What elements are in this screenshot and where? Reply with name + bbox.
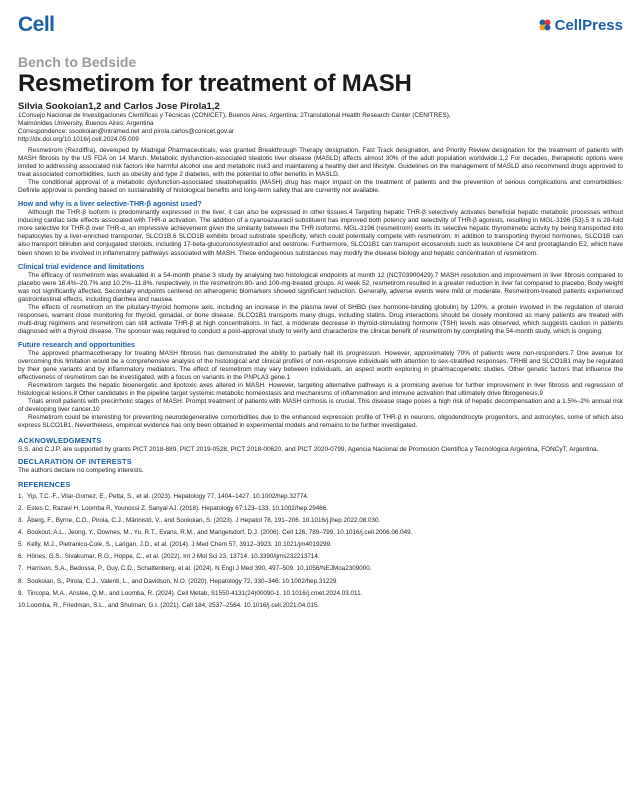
reference-text: Åberg, F., Byrne, C.D., Pirola, C.J., Männistö, V., and Sookoian, S. (2023). J Hepatol 78, 191–206. 10.1016/j.jhep.2022.08.030. (27, 516, 381, 524)
section-paragraph: Resmetirom could be interesting for preventing neurodegenerative comorbidities due to the enhanced expression profile of THR-β in neurons, oligodendrocyte progenitors, and astrocytes, some of which also express SLCO1B1. Nevertheless, empirical evidence has only been obtained in experimental models and remains to be further investigated. (18, 414, 623, 430)
intro-text (18, 147, 623, 195)
reference-item (18, 576, 623, 588)
reference-number: 10. (18, 601, 27, 609)
section-heading: Clinical trial evidence and limitations (18, 261, 145, 271)
reference-item (18, 600, 623, 612)
reference-item (18, 527, 623, 539)
affiliation-line: Maimónides University, Buenos Aires, Argentina (18, 120, 154, 127)
section-paragraph: Trials enroll patients with precirrhotic stages of MASH. Prompt treatment of patients with MASH cirrhosis is crucial. This disease stage poses a high risk of hepatic decompensation and a 1.5%–2% annual risk of developing liver cancer.10 (18, 398, 623, 414)
section-body (18, 209, 623, 257)
reference-number: 5. (18, 541, 24, 549)
reference-item (18, 588, 623, 600)
references-heading: REFERENCES (18, 479, 71, 489)
reference-list (18, 491, 623, 613)
affiliation-line: 1Consejo Nacional de Investigaciones Científicas y Técnicas (CONICET), Buenos Aires, Argentina; 2Translational Health Research Center (CENITRES), (18, 112, 451, 119)
article-kicker: Bench to Bedside (18, 54, 137, 70)
reference-text: Hönes, G.S., Sivakumar, R.G., Hoppe, C., et al. (2022). Int J Mol Sci 23, 13714. 10.3390/ijms232213714. (27, 553, 320, 561)
declaration-heading: DECLARATION OF INTERESTS (18, 457, 132, 467)
correspondence: Correspondence: ssookoian@intramed.net and pirola.carlos@conicet.gov.ar (18, 128, 235, 135)
doi-link[interactable]: http://dx.doi.org/10.1016/j.cell.2024.05.009 (18, 136, 139, 143)
reference-number: 4. (18, 528, 24, 536)
reference-item (18, 563, 623, 575)
article-title: Resmetirom for treatment of MASH (18, 70, 412, 97)
acknowledgments-heading: ACKNOWLEDGMENTS (18, 436, 102, 446)
section-paragraph: The efficacy of resmetirom was evaluated in a 54-month phase 3 study by analysing two histological endpoints at month 12 (NCT03900429).7 MASH resolution and improvement in liver fibrosis compared to placebo were 16.4%–20.7% and 10.2%–11.8%, respectively, in the resmetirom 80- and 100-mg-treated groups. At week 52, resmetirom resulted in a greater reduction in liver fat compared to placebo. Body weight was not significantly affected. Secondary endpoints centered on atherogenic biomarkers showed significant reduction. Generally, adverse events were mild or moderate. Resmetirom-treated patients experienced gastrointestinal effects, including diarrhea and nausea. (18, 271, 623, 303)
section-paragraph: The effects of resmetirom on the pituitary-thyroid hormone axis, including an increase in the plasma level of SHBG (sex hormone-binding globulin) by 120%, a protein involved in the regulation of steroid responses, warrant close monitoring for thyroid, gonadal, or bone disease. SLCO1B1 transports many drugs, including statins. Drug interactions should be closely monitored as many patients are treated with multi-drug regimens and resmetirom can still activate THR-β at high concentrations. In fact, a moderate decrease in thyroid-stimulating hormone (TSH) levels was observed, which suggests caution in patients diagnosed with a thyroid disease. The sponsor was required to conduct a post-approval study to verify and characterize the clinical benefit of resmetirom by completing the 54-month study, which is ongoing. (18, 303, 623, 335)
reference-number: 6. (18, 553, 24, 561)
reference-item (18, 515, 623, 527)
journal-header (18, 0, 623, 42)
declaration-text: The authors declare no competing interests. (18, 467, 144, 475)
section-paragraph: The approved pharmacotherapy for treating MASH fibrosis has demonstrated the ability to partially halt its progression. However, approximately 70% of patients were non-responders.7 One avenue for overcoming this limitation would be a comprehensive analysis of the histological and clinical profiles of non-responsive individuals with attention to sex-stratified responses. TRHB and SLCO1B1 may be regulated by their gene variants and by inflammatory mediators. The effect of resmetirom may vary between individuals, an aspect worth exploring in pharmacogenetic studies. Other genetic factors that influence the effectiveness of resmetirom can be investigated, with a focus on variants in the PNPLA3 gene.1 (18, 349, 623, 382)
section-body (18, 272, 623, 336)
cellpress-wordmark: CellPress (554, 16, 623, 34)
acknowledgments-text: S.S. and C.J.P. are supported by grants PICT 2018-889, PICT 2019-0528, PICT 2018-00620, and PICT 2020-0799, Agencia Nacional de Promoción Científica y Tecnológica Argentina, FONCyT, Argentina. (18, 446, 599, 454)
reference-text: Loomba, R., Friedman, S.L., and Shulman, G.I. (2021). Cell 184, 2537–2564. 10.1016/j.cell.2021.04.015. (27, 601, 320, 609)
reference-number: 3. (18, 516, 24, 524)
reference-text: Kelly, M.J., Pietranico-Cole, S., Larigan, J.D., et al. (2014). J Med Chem 57, 3912–3923. 10.1021/jm4019299. (27, 541, 332, 549)
cellpress-icon (538, 18, 552, 32)
reference-text: Yip, T.C.-F., Vilar-Gomez, E., Petta, S., et al. (2023). Hepatology 77, 1404–1427. 10.1002/hep.32774. (27, 492, 309, 500)
section-heading: How and why is a liver selective-THR-β agonist used? (18, 199, 202, 209)
intro-paragraph: Resmetirom (Rezdiffra), developed by Madrigal Pharmaceuticals, was granted Breakthrough Therapy designation, Fast Track designation, and Priority Review designation for the treatment of patients with MASH fibrosis by the US FDA on 14 March. Metabolic dysfunction-associated steatotic liver disease (MASLD) affects almost 30% of the adult population worldwide.1,2 For decades, therapeutic options were limited to addressing associated risk factors like harmful alcohol use and metabolic risk3 and maintaining a healthy diet and lifestyle. Guidelines on the management of MASLD also recommend drugs approved to treat associated comorbidities, such as obesity and type 2 diabetes, with the potential to offer benefits in MASLD. (18, 147, 623, 179)
reference-text: Estes C, Razavi H, Loomba R, Younossi Z, Sanyal AJ. (2018). Hepatology 67:123–133. 10.1002/hep.29466. (27, 504, 329, 512)
intro-paragraph: The conditional approval of a metabolic dysfunction-associated steatohepatitis (MASH) drug has major impact on the treatment of patients and the prevention of serious complications and comorbidities. Definite approval is pending based on sustainability of histological benefits and long-term safety that are currently not available. (18, 179, 623, 195)
reference-number: 2. (18, 504, 24, 512)
reference-item (18, 539, 623, 551)
reference-number: 9. (18, 589, 24, 597)
reference-text: Sookoian, S., Pirola, C.J., Valenti, L., and Davidson, N.O. (2020). Hepatology 72, 330–346. 10.1002/hep.31229. (27, 577, 339, 585)
reference-item (18, 491, 623, 503)
section-paragraph: Resmetirom targets the hepatic bioenergetic and lipotoxic axes altered in MASH. However, targeting alternative pathways is a promising avenue for further improvement in liver fibrosis and regression of histological lesions.8 Other candidates in the pipeline target systemic metabolic homeostasis and mechanisms of inflammation and immune activation that ultimately drive fibrogenesis.9 (18, 382, 623, 398)
article-authors: Silvia Sookoian1,2 and Carlos Jose Pirola1,2 (18, 101, 220, 112)
reference-number: 1. (18, 492, 24, 500)
reference-item (18, 551, 623, 563)
section-body (18, 350, 623, 430)
reference-number: 7. (18, 565, 24, 573)
reference-text: Harrison, S.A., Bedossa, P., Guy, C.D., Schattenberg, et al. (2024). N Engl J Med 390, 497–509. 10.1056/NEJMoa2309000. (27, 565, 372, 573)
section-paragraph: Although the THR-β isoform is predominantly expressed in the liver, it can also be expressed in other tissues.4 Targeting hepatic THR-β selectively activates beneficial hepatic metabolic processes without inducing cardiac side effects associated with THR-α activation. The addition of a cyanoazauracil substituent has improved both potency and selectivity of THR-β agonists, resulting in MGL-3196 (53).5 It is 28-fold more selective for THR-β over THR-α, an impressive achievement given the similarity between the THR isoforms. MGL-3196 (resmetirom) exerts its selective hepatic thyromimetic activity by being transported into hepatocytes by a liver-enriched transporter, SLCO1B.6 SLCO1B exhibits broad substrate specificity, which could potentially compete with resmetirom. In addition to transporting thyroid hormones, SLCO1B can also transport bilirubin and conjugated steroids, including 17-beta-glucuronosylestradiol and oestrone. Furthermore, SLCO1B1 can transport eicosanoids such as leukotriene C4 and prostaglandin E2, which have been shown to be involved in inflammatory pathways associated with MASH. These endogenous substances may modify the disease biology and hepatic concentration of resmetirom. (18, 209, 623, 257)
cell-logo: Cell (18, 13, 55, 36)
reference-text: Bookout, A.L., Jeong, Y., Downes, M., Yu, R.T., Evans, R.M., and Mangelsdorf, D.J. (2006). Cell 126, 789–799. 10.1016/j.cell.2006.06.049. (27, 528, 413, 536)
reference-number: 8. (18, 577, 24, 585)
cellpress-logo (538, 17, 623, 34)
reference-item (18, 503, 623, 515)
section-heading: Future research and opportunities (18, 339, 136, 349)
reference-text: Tincopa, M.A., Anstee, Q.M., and Loomba, R. (2024). Cell Metab, S1550-4131(24)00090-1. 10.1016/j.cmet.2024.03.011. (27, 589, 363, 597)
